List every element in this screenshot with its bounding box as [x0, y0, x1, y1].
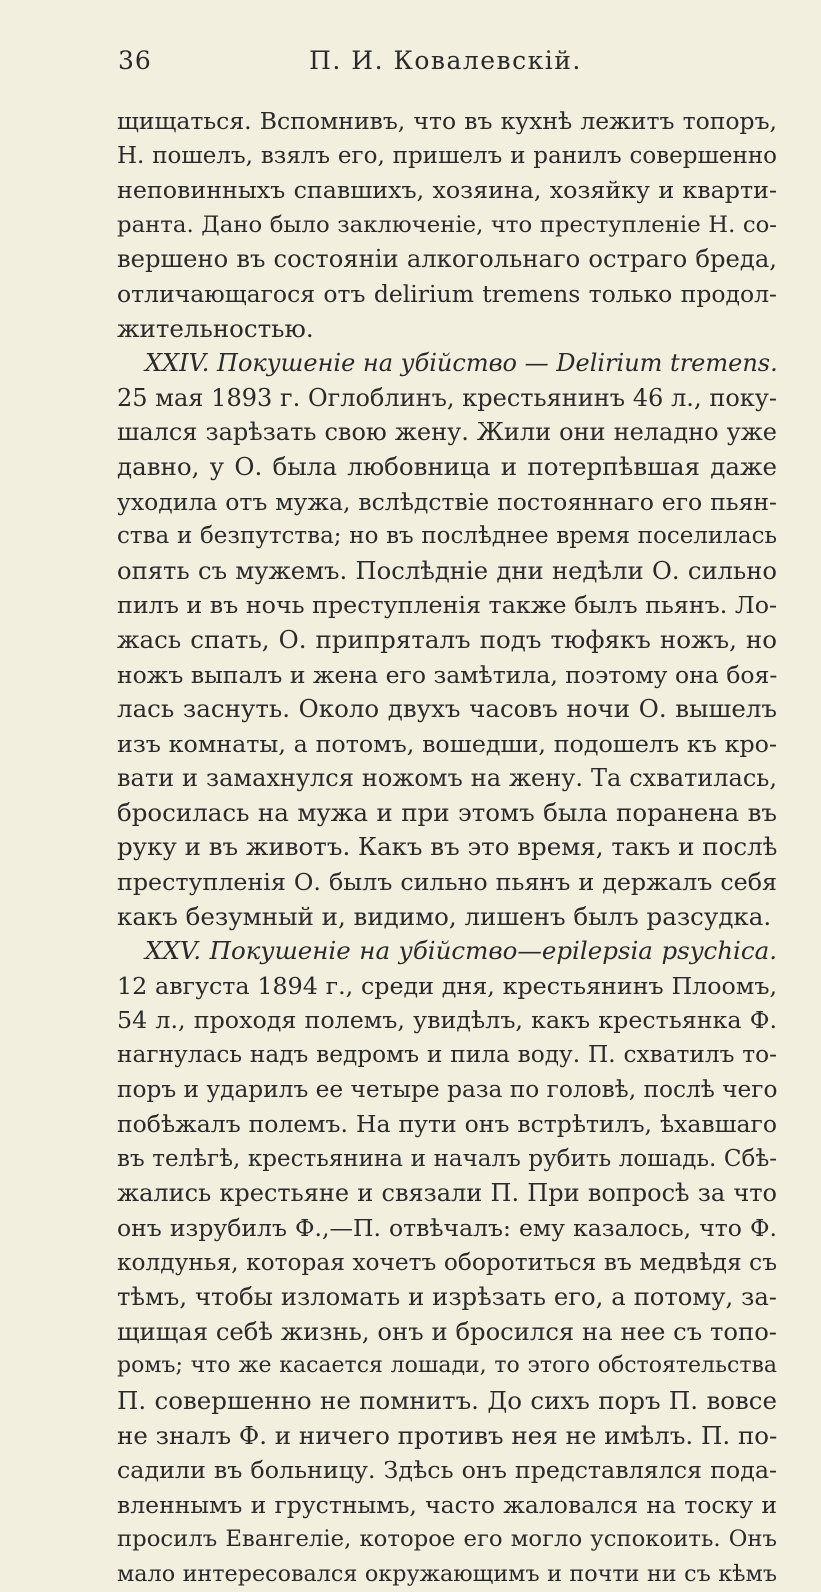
text-line: просилъ Евангеліе, которое его могло успокоить. Онъ — [117, 1526, 777, 1553]
text-line: руку и въ животъ. Какъ въ это время, такъ и послѣ — [117, 832, 778, 862]
text-line: поръ и ударилъ ее четыре раза по головѣ, послѣ чего — [117, 1075, 778, 1103]
text-line: пилъ и въ ночь преступленія также былъ пьянъ. Ло- — [117, 591, 778, 620]
text-line: жительностью. — [117, 313, 314, 343]
text-line: колдунья, которая хочетъ оборотиться въ медвѣдя съ — [117, 1248, 777, 1276]
section-heading: XXV. Покушеніе на убійство—epilepsia psychica. — [145, 936, 777, 966]
text-line: тѣмъ, чтобы изломать и изрѣзать его, а потому, за- — [117, 1282, 777, 1312]
text-line: мало интересовался окружающимъ и почти ни съ кѣмъ — [117, 1560, 777, 1587]
text-line: уходила отъ мужа, вслѣдствіе постояннаго его пьян- — [117, 487, 777, 516]
text-line: жались крестьяне и связали П. При вопросѣ за что — [117, 1179, 777, 1208]
text-line: какъ безумный и, видимо, лишенъ былъ разсудка. — [117, 901, 772, 931]
body-text — [117, 104, 777, 1592]
section-heading: XXIV. Покушеніе на убійство — Delirium tremens. — [145, 349, 778, 378]
text-line: 25 мая 1893 г. Оглоблинъ, крестьянинъ 46 л., поку- — [117, 383, 777, 412]
text-line: щищаться. Вспомнивъ, что въ кухнѣ лежитъ топоръ, — [117, 107, 777, 135]
page-header — [118, 46, 773, 82]
text-line: ножъ выпалъ и жена его замѣтила, поэтому она боя- — [117, 660, 778, 689]
text-line: преступленія О. былъ сильно пьянъ и держалъ себя — [117, 868, 777, 897]
text-line: не зналъ Ф. и ничего противъ нея не имѣлъ. П. по- — [117, 1420, 778, 1450]
page-number: 36 — [118, 46, 152, 75]
text-line: нагнулась надъ ведромъ и пила воду. П. схватилъ то- — [117, 1041, 777, 1069]
text-line: неповинныхъ спавшихъ, хозяина, хозяйку и кварти- — [117, 176, 777, 205]
running-head: П. И. Ковалевскій. — [309, 46, 582, 75]
text-line: 12 августа 1894 г., среди дня, крестьянинъ Плоомъ, — [117, 971, 777, 1000]
text-line: вершено въ состояніи алкогольнаго остраго бреда, — [117, 244, 777, 274]
text-line: бросилась на мужа и при этомъ была поранена въ — [117, 797, 777, 827]
text-line: онъ изрубилъ Ф.,—П. отвѣчалъ: ему казалось, что Ф. — [117, 1214, 777, 1242]
text-line: лась заснуть. Около двухъ часовъ ночи О. вышелъ — [117, 694, 777, 724]
text-line: побѣжалъ полемъ. На пути онъ встрѣтилъ, ѣхавшаго — [117, 1110, 777, 1139]
text-line: П. совершенно не помнитъ. До сихъ поръ П. вовсе — [117, 1385, 777, 1415]
text-line: опять съ мужемъ. Послѣдніе дни недѣли О. сильно — [117, 555, 777, 585]
text-line: садили въ больницу. Здѣсь онъ представлялся пода- — [117, 1456, 777, 1485]
text-line: давно, у О. была любовница и потерпѣвшая даже — [117, 451, 777, 481]
text-line: ромъ; что же касается лошади, то этого обстоятельства — [117, 1353, 777, 1379]
text-line: ранта. Дано было заключеніе, что преступленіе Н. со- — [117, 211, 777, 238]
text-line: жась спать, О. припряталъ подъ тюфякъ ножъ, но — [117, 624, 777, 654]
text-line: въ телѣгѣ, крестьянина и началъ рубить лошадь. Сбѣ- — [117, 1145, 777, 1172]
text-line: вленнымъ и грустнымъ, часто жаловался на тоску и — [117, 1490, 777, 1519]
text-line: щищая себѣ жизнь, онъ и бросился на нее съ топо- — [117, 1316, 777, 1346]
text-line: отличающагося отъ delirium tremens только продол- — [117, 279, 777, 308]
text-line: Н. пошелъ, взялъ его, пришелъ и ранилъ совершенно — [117, 142, 777, 169]
text-line: изъ комнаты, а потомъ, вошедши, подошелъ къ кро- — [117, 729, 777, 758]
text-line: 54 л., проходя полемъ, увидѣлъ, какъ крестьянка Ф. — [117, 1006, 777, 1035]
text-line: ства и безпутства; но въ послѣднее время поселилась — [117, 523, 777, 550]
text-line: шался зарѣзать свою жену. Жили они неладно уже — [117, 418, 777, 447]
text-line: вати и замахнулся ножомъ на жену. Та схватилась, — [117, 764, 777, 793]
